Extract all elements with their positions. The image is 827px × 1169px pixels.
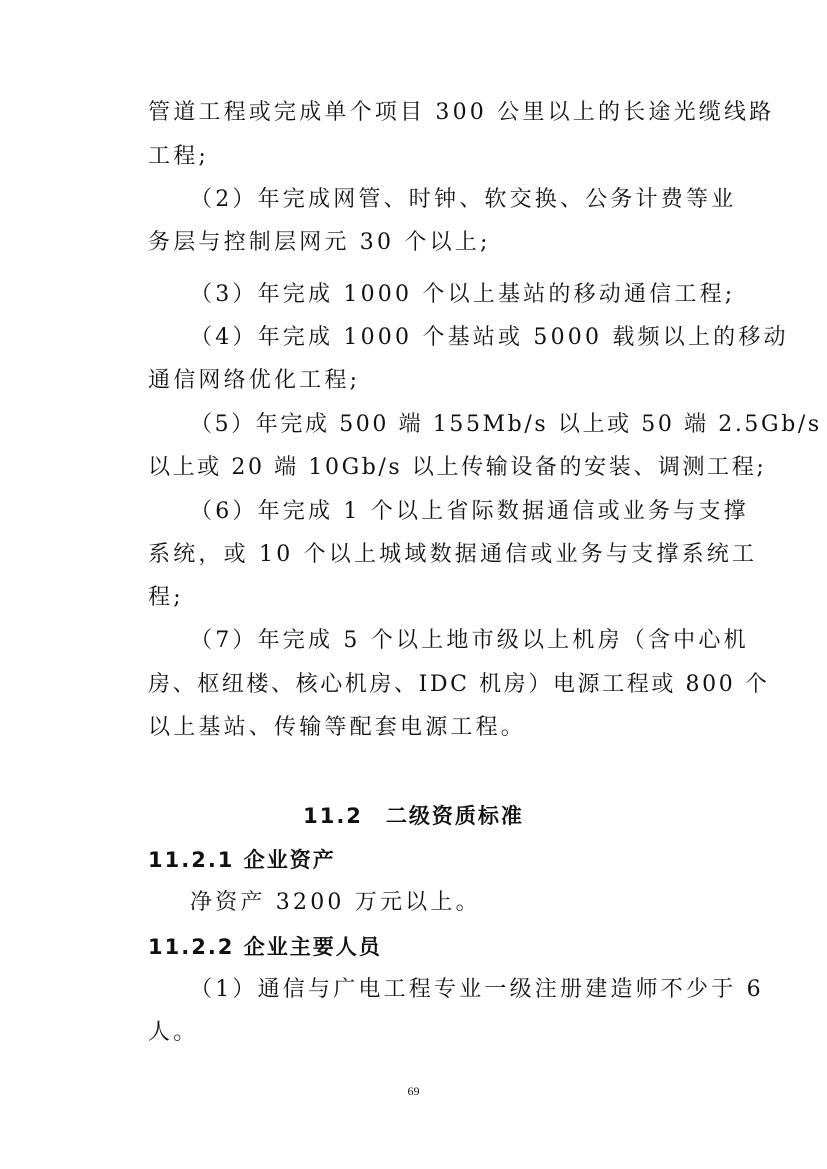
list-item-line: 系统，或 10 个以上城域数据通信或业务与支撑系统工: [148, 542, 758, 567]
section-heading: 11.2 二级资质标准: [303, 804, 524, 828]
list-item-line: （7）年完成 5 个以上地市级以上机房（含中心机: [190, 628, 749, 653]
list-item-line: 务层与控制层网元 30 个以上;: [148, 230, 491, 255]
list-item-line: 程;: [148, 585, 184, 610]
list-item-line: 通信网络优化工程;: [148, 368, 361, 393]
list-item-line: （3）年完成 1000 个以上基站的移动通信工程;: [190, 282, 736, 307]
paragraph-line: 管道工程或完成单个项目 300 公里以上的长途光缆线路: [148, 100, 775, 125]
page-number: 69: [407, 1084, 420, 1098]
subsection-heading: 11.2.2 企业主要人员: [148, 935, 382, 959]
subsection-heading: 11.2.1 企业资产: [148, 848, 336, 872]
list-item-line: （4）年完成 1000 个基站或 5000 载频以上的移动: [190, 325, 789, 350]
list-item-line: （1）通信与广电工程专业一级注册建造师不少于 6: [190, 977, 764, 1002]
list-item-line: （2）年完成网管、时钟、软交换、公务计费等业: [190, 187, 737, 212]
list-item-line: （5）年完成 500 端 155Mb/s 以上或 50 端 2.5Gb/s: [190, 412, 822, 437]
paragraph-line: 工程;: [148, 144, 210, 169]
list-item-line: （6）年完成 1 个以上省际数据通信或业务与支撑: [190, 499, 749, 524]
paragraph-line: 净资产 3200 万元以上。: [190, 890, 481, 915]
list-item-line: 房、枢纽楼、核心机房、IDC 机房）电源工程或 800 个: [148, 672, 770, 697]
list-item-line: 人。: [148, 1020, 199, 1045]
list-item-line: 以上基站、传输等配套电源工程。: [148, 715, 527, 740]
list-item-line: 以上或 20 端 10Gb/s 以上传输设备的安装、调测工程;: [148, 455, 767, 480]
